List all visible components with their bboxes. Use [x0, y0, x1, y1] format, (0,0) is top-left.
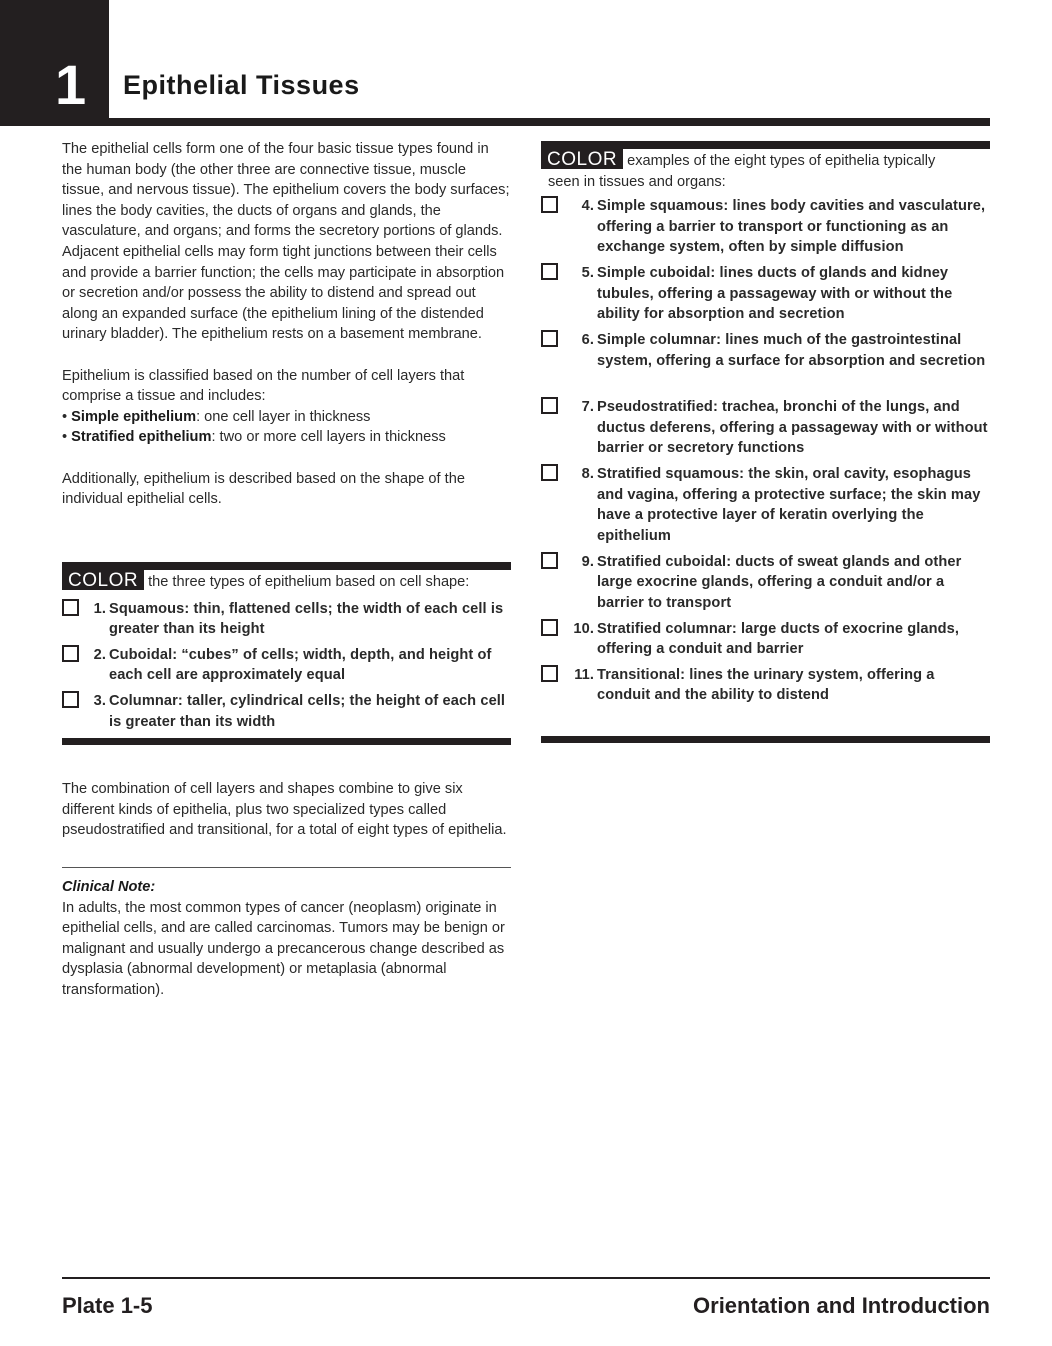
- combination-section: [62, 779, 512, 841]
- item-number: 7.: [581, 399, 594, 416]
- bullet-item: • Stratified epithelium: two or more cell layers in thickness: [62, 429, 446, 446]
- color-checkbox[interactable]: [541, 263, 558, 280]
- color-box-top-rule: [62, 562, 511, 570]
- list-item: [541, 330, 990, 392]
- item-number: 11.: [574, 666, 594, 683]
- intro-paragraph-2: Epithelium is classified based on the number of cell layers that comprise a tissue and includes:: [62, 367, 465, 405]
- bullet-term: Stratified epithelium: [71, 429, 212, 446]
- chapter-number-box: [0, 0, 109, 126]
- color-checkbox[interactable]: [541, 665, 558, 682]
- item-text: Simple squamous: lines body cavities and vasculature, offering a barrier to transport or functioning as an exchange system, often by simple diffusion: [597, 198, 986, 256]
- color-checkbox[interactable]: [541, 330, 558, 347]
- color-checkbox[interactable]: [541, 196, 558, 213]
- item-text: Stratified cuboidal: ducts of sweat glands and other large exocrine glands, offering a conduit and/or a barrier to transport: [597, 553, 962, 611]
- item-number: 10.: [573, 620, 594, 637]
- color-checkbox[interactable]: [541, 397, 558, 414]
- item-number: 9.: [581, 553, 594, 570]
- bullet-term: Simple epithelium: [71, 408, 197, 425]
- divider: [62, 867, 511, 868]
- color-box-intro: examples of the eight types of epithelia typically: [627, 153, 936, 169]
- list-item: [541, 464, 990, 546]
- item-number: 3.: [93, 692, 106, 709]
- item-number: 6.: [581, 332, 594, 349]
- list-item: [541, 552, 990, 614]
- list-item: [541, 196, 990, 258]
- item-number: 2.: [93, 646, 106, 663]
- item-number: 4.: [581, 198, 594, 215]
- color-box-bottom-rule: [62, 738, 511, 745]
- color-box-top-rule: [541, 141, 990, 149]
- item-text: Simple columnar: lines much of the gastrointestinal system, offering a surface for absorption and secretion: [597, 332, 986, 369]
- intro-paragraph-3: Additionally, epithelium is described based on the shape of the individual epithelial cells.: [62, 470, 465, 508]
- list-item: [541, 397, 990, 459]
- list-item: [62, 691, 511, 732]
- color-checkbox[interactable]: [541, 552, 558, 569]
- title-rule: [109, 118, 990, 126]
- color-checkbox[interactable]: [62, 691, 79, 708]
- plate-number: Plate 1-5: [62, 1293, 153, 1318]
- item-number: 1.: [93, 600, 106, 617]
- list-item: [62, 645, 511, 686]
- item-text: Columnar: taller, cylindrical cells; the height of each cell is greater than its width: [109, 692, 506, 730]
- item-text: Pseudostratified: trachea, bronchi of the lungs, and ductus deferens, offering a passageway with or without barrier or secretory functions: [597, 399, 988, 457]
- item-text: Stratified columnar: large ducts of exocrine glands, offering a conduit and barrier: [597, 620, 960, 658]
- intro-section: [62, 139, 512, 510]
- bullet-desc: : one cell layer in thickness: [196, 408, 371, 425]
- clinical-note: [62, 877, 522, 1001]
- list-item: [541, 665, 990, 706]
- color-box-intro-cont: seen in tissues and organs:: [548, 173, 726, 190]
- section-title: Orientation and Introduction: [693, 1293, 990, 1318]
- intro-paragraph-1: The epithelial cells form one of the four basic tissue types found in the human body (the other three are connective tissue, muscle tissue, and nervous tissue). The epithelium covers the body surfaces; lines the body cavities, the ducts of organs and glands, the vasculature, and organs; and forms the secretory portions of glands. Adjacent epithelial cells may form tight junctions between their cells and provide a barrier function; the cells may participate in absorption or secretion and/or possess the ability to distend and spread out along an expanded surface (the epithelium lining of the distended urinary bladder). The epithelium rests on a basement membrane.: [62, 141, 510, 343]
- clinical-note-heading: Clinical Note:: [62, 879, 156, 895]
- chapter-number: 1: [55, 53, 87, 116]
- color-checkbox[interactable]: [62, 599, 79, 616]
- color-checkbox[interactable]: [62, 645, 79, 662]
- color-tag: COLOR: [62, 570, 144, 590]
- page-title: Epithelial Tissues: [123, 70, 360, 100]
- bullet-desc: : two or more cell layers in thickness: [211, 429, 446, 446]
- list-item: [62, 599, 511, 640]
- list-item: [541, 619, 990, 660]
- item-text: Stratified squamous: the skin, oral cavity, esophagus and vagina, offering a protective surface; the skin may have a protective layer of keratin overlying the epithelium: [597, 466, 981, 544]
- item-text: Squamous: thin, flattened cells; the width of each cell is greater than its height: [109, 600, 504, 638]
- bullet-item: • Simple epithelium: one cell layer in thickness: [62, 408, 371, 425]
- item-number: 8.: [581, 466, 594, 483]
- item-number: 5.: [581, 265, 594, 282]
- color-tag: COLOR: [541, 149, 623, 169]
- item-text: Cuboidal: “cubes” of cells; width, depth, and height of each cell are approximately equal: [109, 646, 492, 684]
- footer-rule: [62, 1277, 990, 1279]
- list-item: [541, 263, 990, 325]
- combination-paragraph: The combination of cell layers and shapes combine to give six different kinds of epithelia, plus two specialized types called pseudostratified and transitional, for a total of eight types of epithelia.: [62, 781, 507, 839]
- item-text: Simple cuboidal: lines ducts of glands and kidney tubules, offering a passageway with or without the ability for absorption and secretion: [597, 265, 953, 323]
- item-text: Transitional: lines the urinary system, offering a conduit and the ability to distend: [597, 666, 935, 704]
- color-box-types: [541, 141, 990, 706]
- color-box-intro: the three types of epithelium based on cell shape:: [148, 574, 470, 590]
- color-box-bottom-rule: [541, 736, 990, 743]
- color-box-shapes: [62, 562, 511, 732]
- color-checkbox[interactable]: [541, 464, 558, 481]
- clinical-note-text: In adults, the most common types of cancer (neoplasm) originate in epithelial cells, and are called carcinomas. Tumors may be benign or malignant and usually undergo a precancerous change described as dysplasia (abnormal development) or metaplasia (abnormal transformation).: [62, 899, 505, 998]
- color-checkbox[interactable]: [541, 619, 558, 636]
